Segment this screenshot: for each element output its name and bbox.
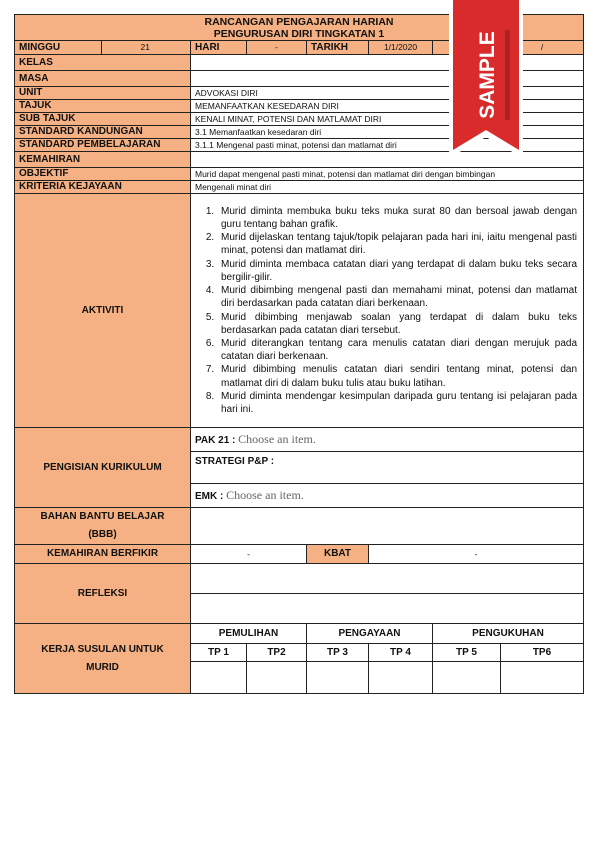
tarikh-value: 1/1/2020 — [369, 41, 433, 55]
aktiviti-label: AKTIVITI — [15, 194, 191, 428]
bbb-label-line1: BAHAN BANTU BELAJAR — [40, 511, 165, 522]
strategi-row — [191, 452, 584, 484]
pak21-select[interactable]: Choose an item. — [238, 432, 316, 446]
kbat-label: KBAT — [307, 545, 369, 564]
tp2-header: TP2 — [247, 644, 307, 662]
plan-title-line2: PENGURUSAN DIRI TINGKATAN 1 — [213, 27, 385, 40]
refleksi-line2 — [191, 594, 584, 624]
masa-slash: / — [501, 41, 584, 55]
tp2-cell — [247, 662, 307, 694]
tp6-header: TP6 — [501, 644, 584, 662]
tp1-header: TP 1 — [191, 644, 247, 662]
kelas-label: KELAS — [15, 55, 191, 71]
kemahiran-berfikir-label: KEMAHIRAN BERFIKIR — [15, 545, 191, 564]
aktiviti-list — [193, 205, 577, 416]
bbb-label — [15, 508, 191, 545]
minggu-label: MINGGU — [15, 41, 102, 55]
aktiviti-item: 4. Murid dibimbing mengenal pasti dan memahami minat, potensi dan matlamat diri berdasarkan pada catatan diari berkenaan. — [217, 284, 577, 310]
tp3-cell — [307, 662, 369, 694]
kemahiran-berfikir-value: - — [191, 545, 307, 564]
tarikh-label: TARIKH — [307, 41, 369, 55]
tp4-header: TP 4 — [369, 644, 433, 662]
tp3-header: TP 3 — [307, 644, 369, 662]
aktiviti-item: 7. Murid dibimbing menulis catatan diari sendiri tentang minat, potensi dan matlamat diri di dalam buku tulis atau buku latihan. — [217, 363, 577, 389]
tp1-cell — [191, 662, 247, 694]
subtajuk-value: KENALI MINAT, POTENSI DAN MATLAMAT DIRI — [191, 113, 584, 126]
unit-label: UNIT — [15, 87, 191, 100]
sample-ribbon-seal — [447, 0, 525, 165]
aktiviti-item: 1. Murid diminta membuka buku teks muka surat 80 dan bersoal jawab dengan guru tentang bahan grafik. — [217, 205, 577, 231]
tp6-cell — [501, 662, 584, 694]
kbat-value: - — [369, 545, 584, 564]
refleksi-line1 — [191, 564, 584, 594]
subtajuk-label: SUB TAJUK — [15, 113, 191, 126]
tp5-header: TP 5 — [433, 644, 501, 662]
aktiviti-item: 8. Murid diminta mendengar kesimpulan daripada guru tentang isi pelajaran pada hari ini. — [217, 390, 577, 416]
tajuk-label: TAJUK — [15, 100, 191, 113]
masa-label: MASA — [15, 71, 191, 87]
standard-kandungan-label: STANDARD KANDUNGAN — [15, 126, 191, 139]
bbb-label-line2: (BBB) — [88, 529, 117, 540]
kriteria-kejayaan-value: Mengenali minat diri — [191, 181, 584, 194]
minggu-value: 21 — [102, 41, 191, 55]
kerja-susulan-line2: MURID — [86, 661, 119, 673]
aktiviti-item: 5. Murid dibimbing menjawab soalan yang terdapat di dalam buku teks berdasarkan pada catatan diari tersebut. — [217, 311, 577, 337]
emk-label: EMK : — [195, 491, 224, 502]
kemahiran-label: KEMAHIRAN — [15, 152, 191, 168]
pemulihan-header: PEMULIHAN — [191, 624, 307, 644]
pengayaan-header: PENGAYAAN — [307, 624, 433, 644]
hari-value: - — [247, 41, 307, 55]
plan-title-line1: RANCANGAN PENGAJARAN HARIAN — [204, 15, 394, 28]
aktiviti-content — [191, 194, 584, 428]
objektif-label: OBJEKTIF — [15, 168, 191, 181]
aktiviti-item: 3. Murid diminta membaca catatan diari yang terdapat di dalam buku teks secara bergilir-gilir. — [217, 258, 577, 284]
aktiviti-item: 6. Murid diterangkan tentang cara menulis catatan diari dengan merujuk pada catatan diari berkenaan. — [217, 337, 577, 363]
tajuk-value: MEMANFAATKAN KESEDARAN DIRI — [191, 100, 584, 113]
emk-select[interactable]: Choose an item. — [226, 488, 304, 502]
tp5-cell — [433, 662, 501, 694]
tp4-cell — [369, 662, 433, 694]
standard-kandungan-value: 3.1 Memanfaatkan kesedaran diri — [191, 126, 584, 139]
aktiviti-item: 2. Murid dijelaskan tentang tajuk/topik pelajaran pada hari ini, iaitu mengenal pasti minat, potensi dan matlamat diri. — [217, 231, 577, 257]
bbb-value — [191, 508, 584, 545]
pengukuhan-header: PENGUKUHAN — [433, 624, 584, 644]
pak21-label: PAK 21 : — [195, 435, 236, 446]
pengisian-kurikulum-label: PENGISIAN KURIKULUM — [15, 428, 191, 508]
strategi-label: STRATEGI P&P : — [195, 456, 275, 467]
kerja-susulan-label — [15, 624, 191, 694]
kriteria-kejayaan-label: KRITERIA KEJAYAAN — [15, 181, 191, 194]
seal-side-strip — [505, 30, 510, 120]
unit-value: ADVOKASI DIRI — [191, 87, 584, 100]
objektif-value: Murid dapat mengenal pasti minat, potensi dan matlamat diri dengan bimbingan — [191, 168, 584, 181]
standard-pembelajaran-label: STANDARD PEMBELAJARAN — [15, 139, 191, 152]
kerja-susulan-line1: KERJA SUSULAN UNTUK — [41, 643, 164, 655]
pak21-row — [191, 428, 584, 452]
hari-label: HARI — [191, 41, 247, 55]
seal-text: SAMPLE — [476, 31, 499, 119]
emk-row — [191, 484, 584, 508]
refleksi-label: REFLEKSI — [15, 564, 191, 624]
standard-pembelajaran-value: 3.1.1 Mengenal pasti minat, potensi dan matlamat diri — [191, 139, 584, 152]
